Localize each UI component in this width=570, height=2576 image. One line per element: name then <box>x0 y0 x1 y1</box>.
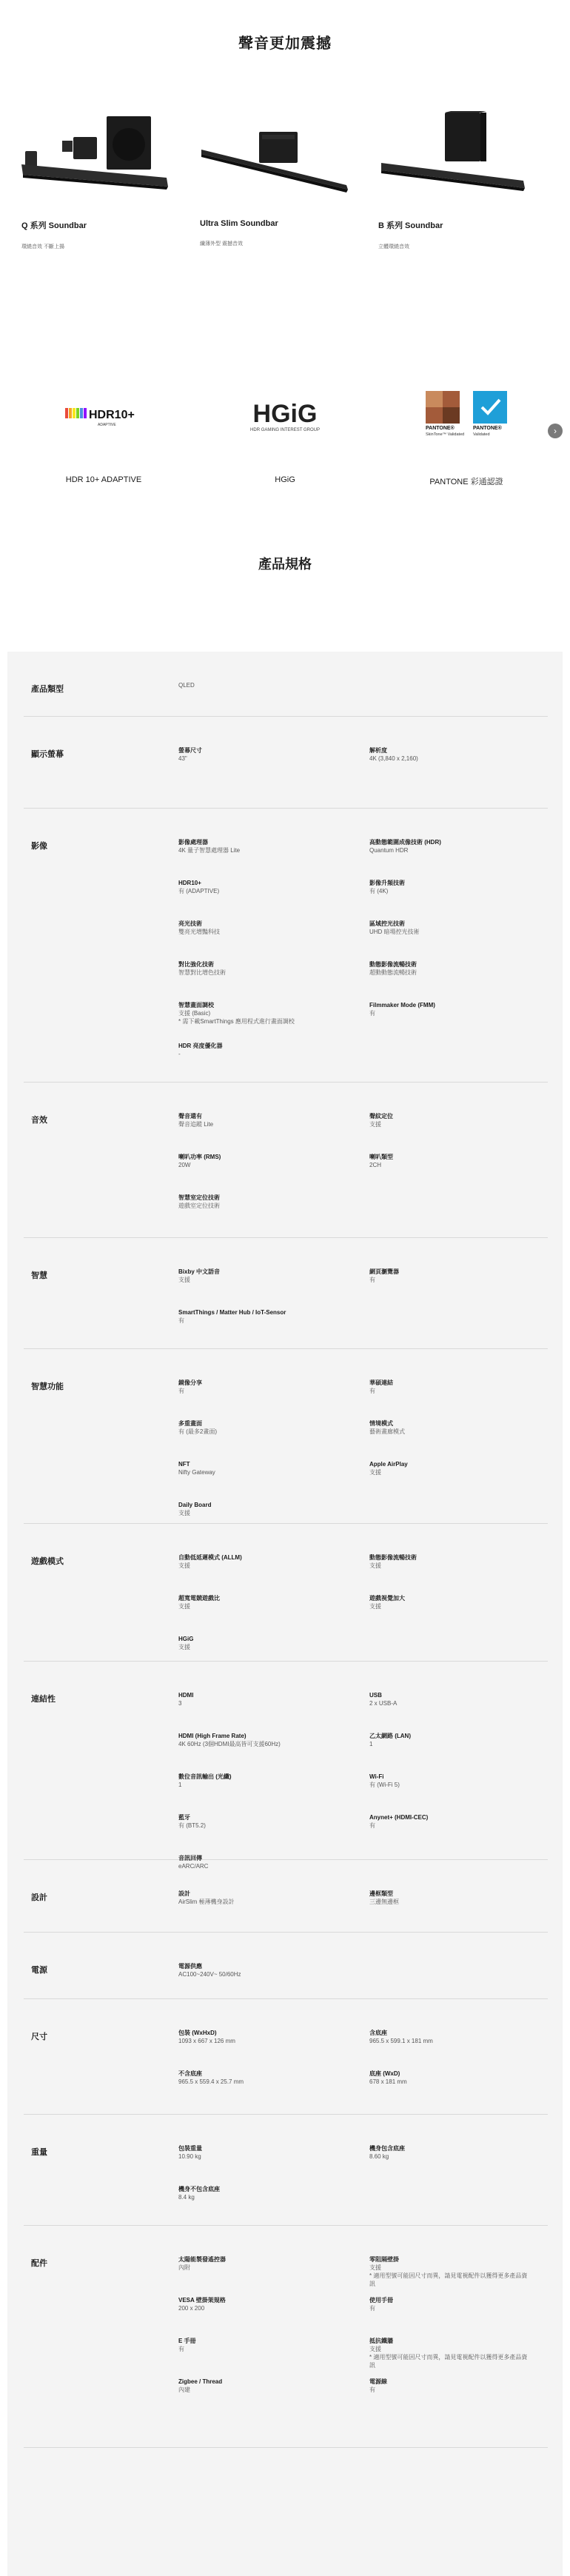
spec-label: HDMI <box>178 1692 194 1699</box>
spec-label: 數位音訊輸出 (光纖) <box>178 1773 232 1780</box>
cert-name-pantone: PANTONE 彩通認證 <box>429 478 503 486</box>
certification-row <box>0 387 570 487</box>
spec-row-power <box>24 1933 548 1999</box>
spec-row-connectivity <box>24 1662 548 1870</box>
spec-label: 乙太網路 (LAN) <box>369 1733 411 1739</box>
spec-value-note: * 需下載SmartThings 應用程式進行畫面調校 <box>178 1018 295 1025</box>
spec-item <box>178 1635 341 1651</box>
hgig-logo <box>196 387 374 446</box>
spec-row-weight <box>24 2115 548 2226</box>
soundbar-image-ultra-slim <box>200 111 370 215</box>
spec-item <box>178 2337 341 2353</box>
cert-name-hgig: HGiG <box>275 475 295 484</box>
spec-item <box>369 960 532 977</box>
spec-value: 智慧對比增色技術 <box>178 969 226 976</box>
spec-label: 零阻隔壁掛 <box>369 2256 399 2263</box>
spec-label: 區域控光技術 <box>369 920 405 927</box>
spec-value: 支援 <box>178 1510 190 1516</box>
spec-label: 華碩連結 <box>369 1379 393 1386</box>
spec-value: 雙亮光增豔科技 <box>178 929 220 935</box>
spec-value: 有 <box>178 2346 184 2352</box>
spec-item <box>178 2144 341 2161</box>
spec-item <box>178 1691 341 1707</box>
spec-value: 有 <box>369 1822 375 1829</box>
spec-item <box>369 2144 532 2161</box>
spec-value: 4K 60Hz (3個HDMI最高皆可支援60Hz) <box>178 1741 281 1747</box>
spec-value: 8.60 kg <box>369 2153 389 2160</box>
spec-row-game <box>24 1524 548 1662</box>
spec-value: 支援 <box>369 1562 381 1569</box>
spec-value: QLED <box>178 682 195 689</box>
spec-label: 遊戲視覺加大 <box>369 1595 405 1602</box>
spec-value-note: * 適用型號可能因尺寸而異，請見電視配件以獲得更多產品資訊 <box>369 2272 528 2287</box>
spec-label: Filmmaker Mode (FMM) <box>369 1002 435 1008</box>
spec-label: HDMI (High Frame Rate) <box>178 1733 247 1739</box>
spec-category: 尺寸 <box>31 2033 47 2041</box>
spec-item <box>178 1153 341 1169</box>
spec-value: 支援 <box>369 2346 381 2352</box>
spec-row-display <box>24 717 548 809</box>
spec-label: 鏡像分享 <box>178 1379 202 1386</box>
spec-category: 電源 <box>31 1966 47 1975</box>
spec-item <box>178 1594 341 1610</box>
cert-card-hgig[interactable] <box>196 387 374 487</box>
spec-row-type <box>24 652 548 717</box>
spec-value: 遊戲室定位技術 <box>178 1202 220 1209</box>
spec-item <box>369 1419 532 1436</box>
spec-item <box>369 1268 532 1284</box>
spec-item <box>178 1501 341 1517</box>
spec-item <box>178 2185 341 2201</box>
spec-label: 機身不包含底座 <box>178 2186 220 2192</box>
spec-item <box>369 2070 532 2086</box>
spec-value: eARC/ARC <box>178 1863 209 1870</box>
spec-label: 不含底座 <box>178 2070 202 2077</box>
spec-item <box>178 1268 341 1284</box>
spec-value: 藝術畫廊模式 <box>369 1428 405 1435</box>
spec-label: 螢幕尺寸 <box>178 747 202 754</box>
spec-value: 有 <box>369 1010 375 1017</box>
spec-item <box>178 1962 341 1978</box>
spec-item <box>178 746 341 763</box>
spec-value: 有 (4K) <box>369 888 389 894</box>
spec-value: 支援 <box>369 1603 381 1610</box>
spec-item <box>178 1460 341 1476</box>
spec-label: 電源線 <box>369 2378 387 2385</box>
spec-item <box>369 1813 532 1830</box>
spec-value: AC100~240V~ 50/60Hz <box>178 1971 241 1978</box>
spec-label: 含底座 <box>369 2030 387 2036</box>
carousel-next-button[interactable] <box>548 424 563 438</box>
spec-row-smart <box>24 1238 548 1349</box>
soundbar-name-ultra-slim: Ultra Slim Soundbar <box>200 219 278 228</box>
spec-value: 超動動態流暢技術 <box>369 969 417 976</box>
spec-category: 連結性 <box>31 1695 56 1704</box>
cert-card-hdr10[interactable] <box>15 387 192 487</box>
spec-item <box>178 2029 341 2045</box>
chevron-right-icon: › <box>554 426 557 436</box>
spec-value: Nifty Gateway <box>178 1469 215 1476</box>
spec-item <box>178 2378 341 2394</box>
spec-label: Wi-Fi <box>369 1773 384 1780</box>
spec-category: 配件 <box>31 2259 47 2268</box>
spec-panel <box>7 652 563 2576</box>
spec-item <box>178 960 341 977</box>
spec-label: Daily Board <box>178 1502 212 1508</box>
spec-item <box>178 879 341 895</box>
spec-value: 8.4 kg <box>178 2194 195 2201</box>
spec-item <box>369 1691 532 1707</box>
spec-label: 智慧畫面調校 <box>178 1002 214 1008</box>
spec-label: E 手冊 <box>178 2338 196 2344</box>
cert-card-pantone[interactable] <box>378 387 555 487</box>
spec-label: HDR 亮度優化器 <box>178 1043 223 1049</box>
spec-value: 有 <box>369 2305 375 2312</box>
spec-value: 有 <box>369 1388 375 1394</box>
pantone-logo-text-1: PANTONE® <box>426 426 455 431</box>
spec-item <box>178 1732 341 1748</box>
spec-item <box>369 746 532 763</box>
spec-item <box>369 2296 532 2312</box>
spec-value: 10.90 kg <box>178 2153 201 2160</box>
soundbar-name-q: Q 系列 Soundbar <box>21 221 87 230</box>
spec-item <box>369 838 532 854</box>
spec-label: 動態影像流暢技術 <box>369 961 417 968</box>
spec-value: 有 (ADAPTIVE) <box>178 888 220 894</box>
spec-label: 包裝重量 <box>178 2145 202 2152</box>
spec-item <box>178 1379 341 1395</box>
soundbar-image-q <box>21 111 192 215</box>
spec-row-dimensions <box>24 1999 548 2115</box>
spec-value: 有 (最多2畫面) <box>178 1428 217 1435</box>
spec-label: USB <box>369 1692 382 1699</box>
pantone-logo-sub-2: Validated <box>473 432 490 437</box>
spec-value: UHD 暗場控光技術 <box>369 929 420 935</box>
spec-label: 機身包含底座 <box>369 2145 405 2152</box>
spec-item <box>178 1890 341 1906</box>
spec-value: 支援 (Basic) <box>178 1010 211 1017</box>
spec-value: 有 <box>178 1388 184 1394</box>
spec-label: NFT <box>178 1461 190 1468</box>
spec-value: 1 <box>178 1782 182 1788</box>
spec-label: 藍牙 <box>178 1814 190 1821</box>
spec-label: 高動態範圍成像技術 (HDR) <box>369 839 441 846</box>
spec-item <box>369 1594 532 1610</box>
spec-label: 聲紋定位 <box>369 1113 393 1120</box>
spec-label: 喇叭功率 (RMS) <box>178 1154 221 1160</box>
spec-label: 亮光技術 <box>178 920 202 927</box>
spec-label: Anynet+ (HDMI-CEC) <box>369 1814 429 1821</box>
spec-row-picture <box>24 809 548 1083</box>
hdr10-logo <box>15 387 192 446</box>
spec-category: 智慧 <box>31 1271 47 1280</box>
spec-value: 支援 <box>178 1277 190 1283</box>
spec-label: 電源供應 <box>178 1963 202 1970</box>
spec-row-smart-features <box>24 1349 548 1524</box>
spec-item <box>369 1732 532 1748</box>
spec-value: 支援 <box>369 1469 381 1476</box>
spec-label: VESA 壁掛架規格 <box>178 2297 226 2304</box>
spec-item <box>178 1813 341 1830</box>
spec-value: 43" <box>178 755 187 762</box>
spec-value: 200 x 200 <box>178 2305 205 2312</box>
spec-category: 智慧功能 <box>31 1382 64 1391</box>
spec-item <box>178 1773 341 1789</box>
hgig-logo-text: HGiG <box>252 400 318 428</box>
pantone-logo <box>378 387 555 446</box>
spec-label: Zigbee / Thread <box>178 2378 223 2385</box>
spec-value: 聲音追蹤 Lite <box>178 1121 214 1128</box>
spec-value: 支援 <box>178 1644 190 1650</box>
spec-value: 有 <box>178 1317 184 1324</box>
spec-label: 動態影像流暢技術 <box>369 1554 417 1561</box>
spec-label: 對比強化技術 <box>178 961 214 968</box>
soundbar-desc-ultra-slim: 纖薄外型 震撼音效 <box>200 241 243 247</box>
spec-label: 網頁瀏覽器 <box>369 1268 399 1275</box>
spec-category: 遊戲模式 <box>31 1557 64 1566</box>
spec-label: 音訊回傳 <box>178 1855 202 1861</box>
spec-value: 內建 <box>178 2386 190 2393</box>
spec-value: 3 <box>178 1700 182 1707</box>
soundbar-card-b[interactable] <box>378 111 549 250</box>
spec-label: 喇叭類型 <box>369 1154 393 1160</box>
spec-item <box>178 1553 341 1570</box>
spec-value: 1 <box>369 1741 373 1747</box>
spec-value: 支援 <box>178 1603 190 1610</box>
spec-value: Quantum HDR <box>369 847 409 854</box>
spec-category: 產品類型 <box>31 685 64 694</box>
hdr10-logo-text: HDR10+ <box>89 409 135 421</box>
spec-item <box>178 1042 341 1058</box>
spec-label: 太陽能製發遙控器 <box>178 2256 226 2263</box>
spec-row-accessories <box>24 2226 548 2448</box>
spec-label: 情境模式 <box>369 1420 393 1427</box>
spec-value: 678 x 181 mm <box>369 2078 407 2085</box>
spec-item <box>178 1112 341 1128</box>
spec-value: 1093 x 667 x 126 mm <box>178 2038 235 2044</box>
spec-value: 4K (3,840 x 2,160) <box>369 755 418 762</box>
spec-item <box>178 681 341 689</box>
spec-value: 有 <box>369 2386 375 2393</box>
hdr10-logo-sub: ADAPTIVE <box>98 423 116 427</box>
spec-value: 965.5 x 599.1 x 181 mm <box>369 2038 433 2044</box>
spec-value: AirSlim 極薄機身設計 <box>178 1898 235 1905</box>
soundbar-name-b: B 系列 Soundbar <box>378 221 443 230</box>
spec-label: 包裝 (WxHxD) <box>178 2030 217 2036</box>
cert-name-hdr10: HDR 10+ ADAPTIVE <box>65 475 142 484</box>
spec-label: Apple AirPlay <box>369 1461 408 1468</box>
spec-item <box>369 879 532 895</box>
spec-label: 底座 (WxD) <box>369 2070 400 2077</box>
spec-value: 有 <box>369 1277 375 1283</box>
soundbar-row <box>0 111 570 250</box>
spec-item <box>369 2255 532 2288</box>
spec-row-design <box>24 1860 548 1933</box>
soundbar-card-q[interactable] <box>21 111 192 250</box>
spec-category: 音效 <box>31 1116 47 1125</box>
soundbar-card-ultra-slim[interactable] <box>200 111 370 250</box>
spec-label: 設計 <box>178 1890 190 1897</box>
soundbar-desc-b: 立體環繞音效 <box>378 244 409 250</box>
spec-item <box>369 1112 532 1128</box>
spec-item <box>369 1460 532 1476</box>
pantone-logo-text-2: PANTONE® <box>473 426 502 431</box>
spec-row-audio <box>24 1083 548 1238</box>
spec-value: 有 (Wi-Fi 5) <box>369 1782 400 1788</box>
spec-item <box>178 1419 341 1436</box>
spec-label: 邊框類型 <box>369 1890 393 1897</box>
soundbar-image-b <box>378 111 549 215</box>
spec-value: 支援 <box>369 2264 381 2271</box>
spec-value: 內附 <box>178 2264 190 2271</box>
spec-category: 重量 <box>31 2148 47 2157</box>
pantone-logo-sub-1: SkinTone™ Validated <box>426 432 465 437</box>
spec-item <box>178 1001 341 1026</box>
spec-value: 4K 量子智慧處理器 Lite <box>178 847 241 854</box>
spec-item <box>369 2337 532 2369</box>
spec-category: 顯示螢幕 <box>31 750 64 759</box>
spec-label: SmartThings / Matter Hub / IoT-Sensor <box>178 1309 286 1316</box>
spec-item <box>369 1890 532 1906</box>
spec-item <box>178 838 341 854</box>
spec-value: 三邊無邊框 <box>369 1898 399 1905</box>
hgig-logo-sub: HDR GAMING INTEREST GROUP <box>250 428 320 432</box>
spec-value: 有 (BT5.2) <box>178 1822 206 1829</box>
spec-value: 2CH <box>369 1162 382 1168</box>
soundbar-desc-q: 環繞音效 不斷上揚 <box>21 244 64 250</box>
spec-label: 使用手冊 <box>369 2297 393 2304</box>
spec-item <box>369 2378 532 2394</box>
spec-category: 設計 <box>31 1893 47 1902</box>
spec-item <box>369 1379 532 1395</box>
spec-item <box>178 2255 341 2272</box>
spec-category: 影像 <box>31 842 47 851</box>
spec-label: HGiG <box>178 1636 194 1642</box>
spec-label: 自動低延遲模式 (ALLM) <box>178 1554 242 1561</box>
spec-value: 支援 <box>369 1121 381 1128</box>
spec-label: 智慧室定位技術 <box>178 1194 220 1201</box>
spec-item <box>369 1773 532 1789</box>
spec-value: - <box>178 1051 181 1057</box>
spec-item <box>178 920 341 936</box>
spec-label: 抵抗鐵牆 <box>369 2338 393 2344</box>
spec-item <box>369 2029 532 2045</box>
spec-item <box>369 1001 532 1017</box>
spec-label: HDR10+ <box>178 880 201 886</box>
spec-value: 支援 <box>178 1562 190 1569</box>
spec-item <box>178 1194 341 1210</box>
spec-label: 多重畫面 <box>178 1420 202 1427</box>
spec-label: 解析度 <box>369 747 387 754</box>
spec-value-note: * 適用型號可能因尺寸而異，請見電視配件以獲得更多產品資訊 <box>369 2354 528 2369</box>
section-title-sound: 聲音更加震撼 <box>238 36 332 52</box>
spec-label: Bixby 中文語音 <box>178 1268 221 1275</box>
spec-item <box>178 2296 341 2312</box>
spec-value: 20W <box>178 1162 191 1168</box>
spec-item <box>369 920 532 936</box>
spec-label: 聲音還有 <box>178 1113 202 1120</box>
spec-label: 超寬電競遊戲比 <box>178 1595 220 1602</box>
spec-item <box>178 2070 341 2086</box>
spec-value: 965.5 x 559.4 x 25.7 mm <box>178 2078 244 2085</box>
spec-item <box>178 1308 341 1325</box>
spec-label: 影像處理器 <box>178 839 208 846</box>
spec-label: 影像升頻技術 <box>369 880 405 886</box>
spec-item <box>369 1153 532 1169</box>
spec-value: 2 x USB-A <box>369 1700 398 1707</box>
spec-title: 產品規格 <box>258 557 312 572</box>
spec-item <box>369 1553 532 1570</box>
